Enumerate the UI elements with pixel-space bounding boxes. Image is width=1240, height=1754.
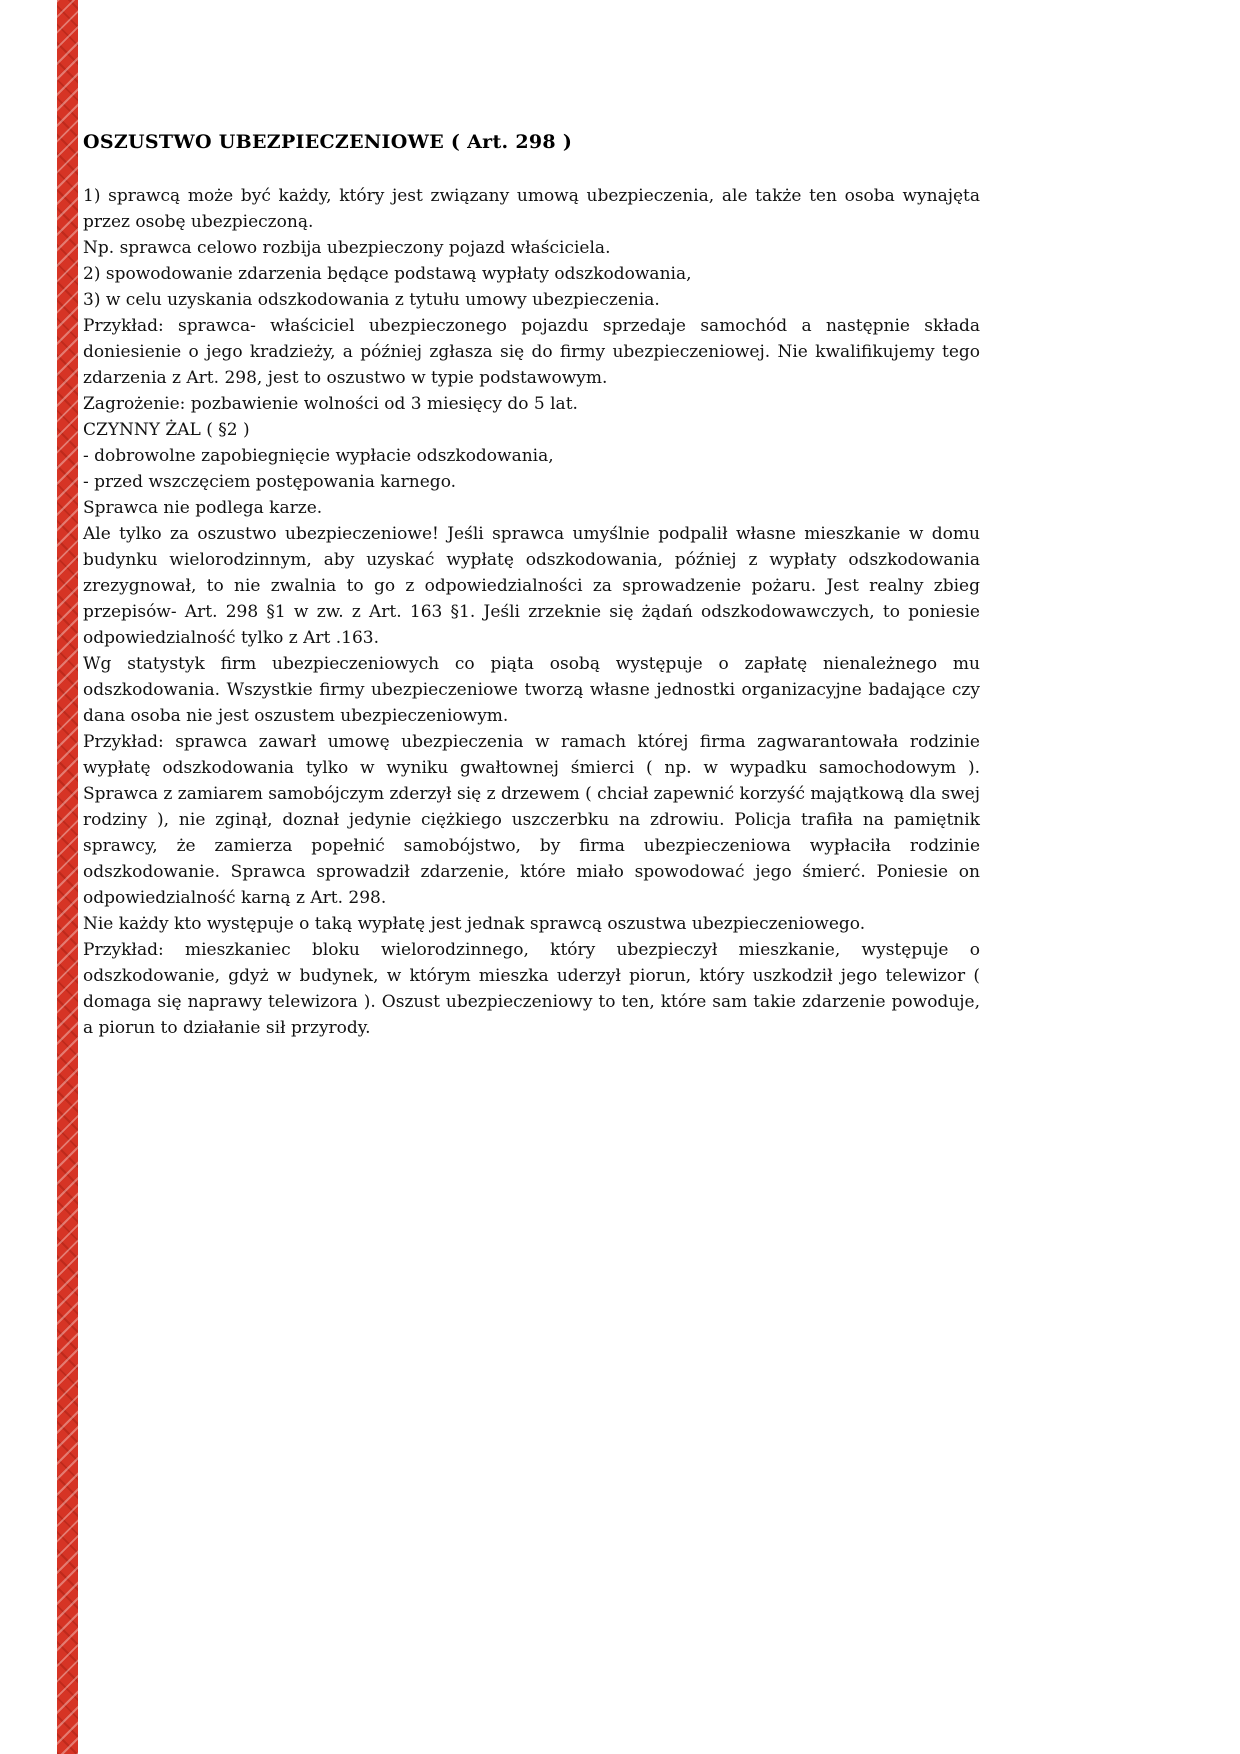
- paragraph: Ale tylko za oszustwo ubezpieczeniowe! Jeśli sprawca umyślnie podpalił własne mieszkanie w domu budynku wielorodzinnym, aby uzyskać wypłatę odszkodowania, później z wypłaty odszkodowania zrezygnował, to nie zwalnia to go z odpowiedzialności za sprowadzenie pożaru. Jest realny zbieg przepisów- Art. 298 §1 w zw. z Art. 163 §1. Jeśli zrzeknie się żądań odszkodowawczych, to poniesie odpowiedzialność tylko z Art .163.: [83, 524, 980, 648]
- paragraph: Sprawca nie podlega karze.: [83, 498, 323, 518]
- paragraph: Zagrożenie: pozbawienie wolności od 3 miesięcy do 5 lat.: [83, 394, 578, 414]
- paragraph: - dobrowolne zapobiegnięcie wypłacie odszkodowania,: [83, 446, 554, 466]
- paragraph: 2) spowodowanie zdarzenia będące podstawą wypłaty odszkodowania,: [83, 264, 692, 284]
- paragraph: Wg statystyk firm ubezpieczeniowych co piąta osobą występuje o zapłatę nienależnego mu odszkodowania. Wszystkie firmy ubezpieczeniowe tworzą własne jednostki organizacyjne badające czy dana osoba nie jest oszustem ubezpieczeniowym.: [83, 654, 980, 726]
- paragraph: Przykład: mieszkaniec bloku wielorodzinnego, który ubezpieczył mieszkanie, występuje o odszkodowanie, gdyż w budynek, w którym mieszka uderzył piorun, który uszkodził jego telewizor ( domaga się naprawy telewizora ). Oszust ubezpieczeniowy to ten, które sam takie zdarzenie powoduje, a piorun to działanie sił przyrody.: [83, 940, 980, 1038]
- paragraph: 3) w celu uzyskania odszkodowania z tytułu umowy ubezpieczenia.: [83, 290, 660, 310]
- paragraph: Np. sprawca celowo rozbija ubezpieczony pojazd właściciela.: [83, 238, 611, 258]
- paragraph: Przykład: sprawca- właściciel ubezpieczonego pojazdu sprzedaje samochód a następnie składa doniesienie o jego kradzieży, a później zgłasza się do firmy ubezpieczeniowej. Nie kwalifikujemy tego zdarzenia z Art. 298, jest to oszustwo w typie podstawowym.: [83, 316, 980, 388]
- paragraph: Nie każdy kto występuje o taką wypłatę jest jednak sprawcą oszustwa ubezpieczeniowego.: [83, 914, 866, 934]
- paragraph: CZYNNY ŻAL ( §2 ): [83, 420, 250, 440]
- paragraph: - przed wszczęciem postępowania karnego.: [83, 472, 457, 492]
- document-title: OSZUSTWO UBEZPIECZENIOWE ( Art. 298 ): [83, 131, 573, 153]
- document-content: [83, 131, 980, 1041]
- paragraph: 1) sprawcą może być każdy, który jest związany umową ubezpieczenia, ale także ten osoba wynajęta przez osobę ubezpieczoną.: [83, 186, 980, 232]
- paragraph: Przykład: sprawca zawarł umowę ubezpieczenia w ramach której firma zagwarantowała rodzinie wypłatę odszkodowania tylko w wyniku gwałtownej śmierci ( np. w wypadku samochodowym ). Sprawca z zamiarem samobójczym zderzył się z drzewem ( chciał zapewnić korzyść majątkową dla swej rodziny ), nie zginął, doznał jedynie ciężkiego uszczerbku na zdrowiu. Policja trafiła na pamiętnik sprawcy, że zamierza popełnić samobójstwo, by firma ubezpieczeniowa wypłaciła rodzinie odszkodowanie. Sprawca sprowadził zdarzenie, które miało spowodować jego śmierć. Poniesie on odpowiedzialność karną z Art. 298.: [83, 732, 980, 908]
- document-body: [83, 183, 980, 1041]
- red-torn-edge-strip: [57, 0, 78, 1754]
